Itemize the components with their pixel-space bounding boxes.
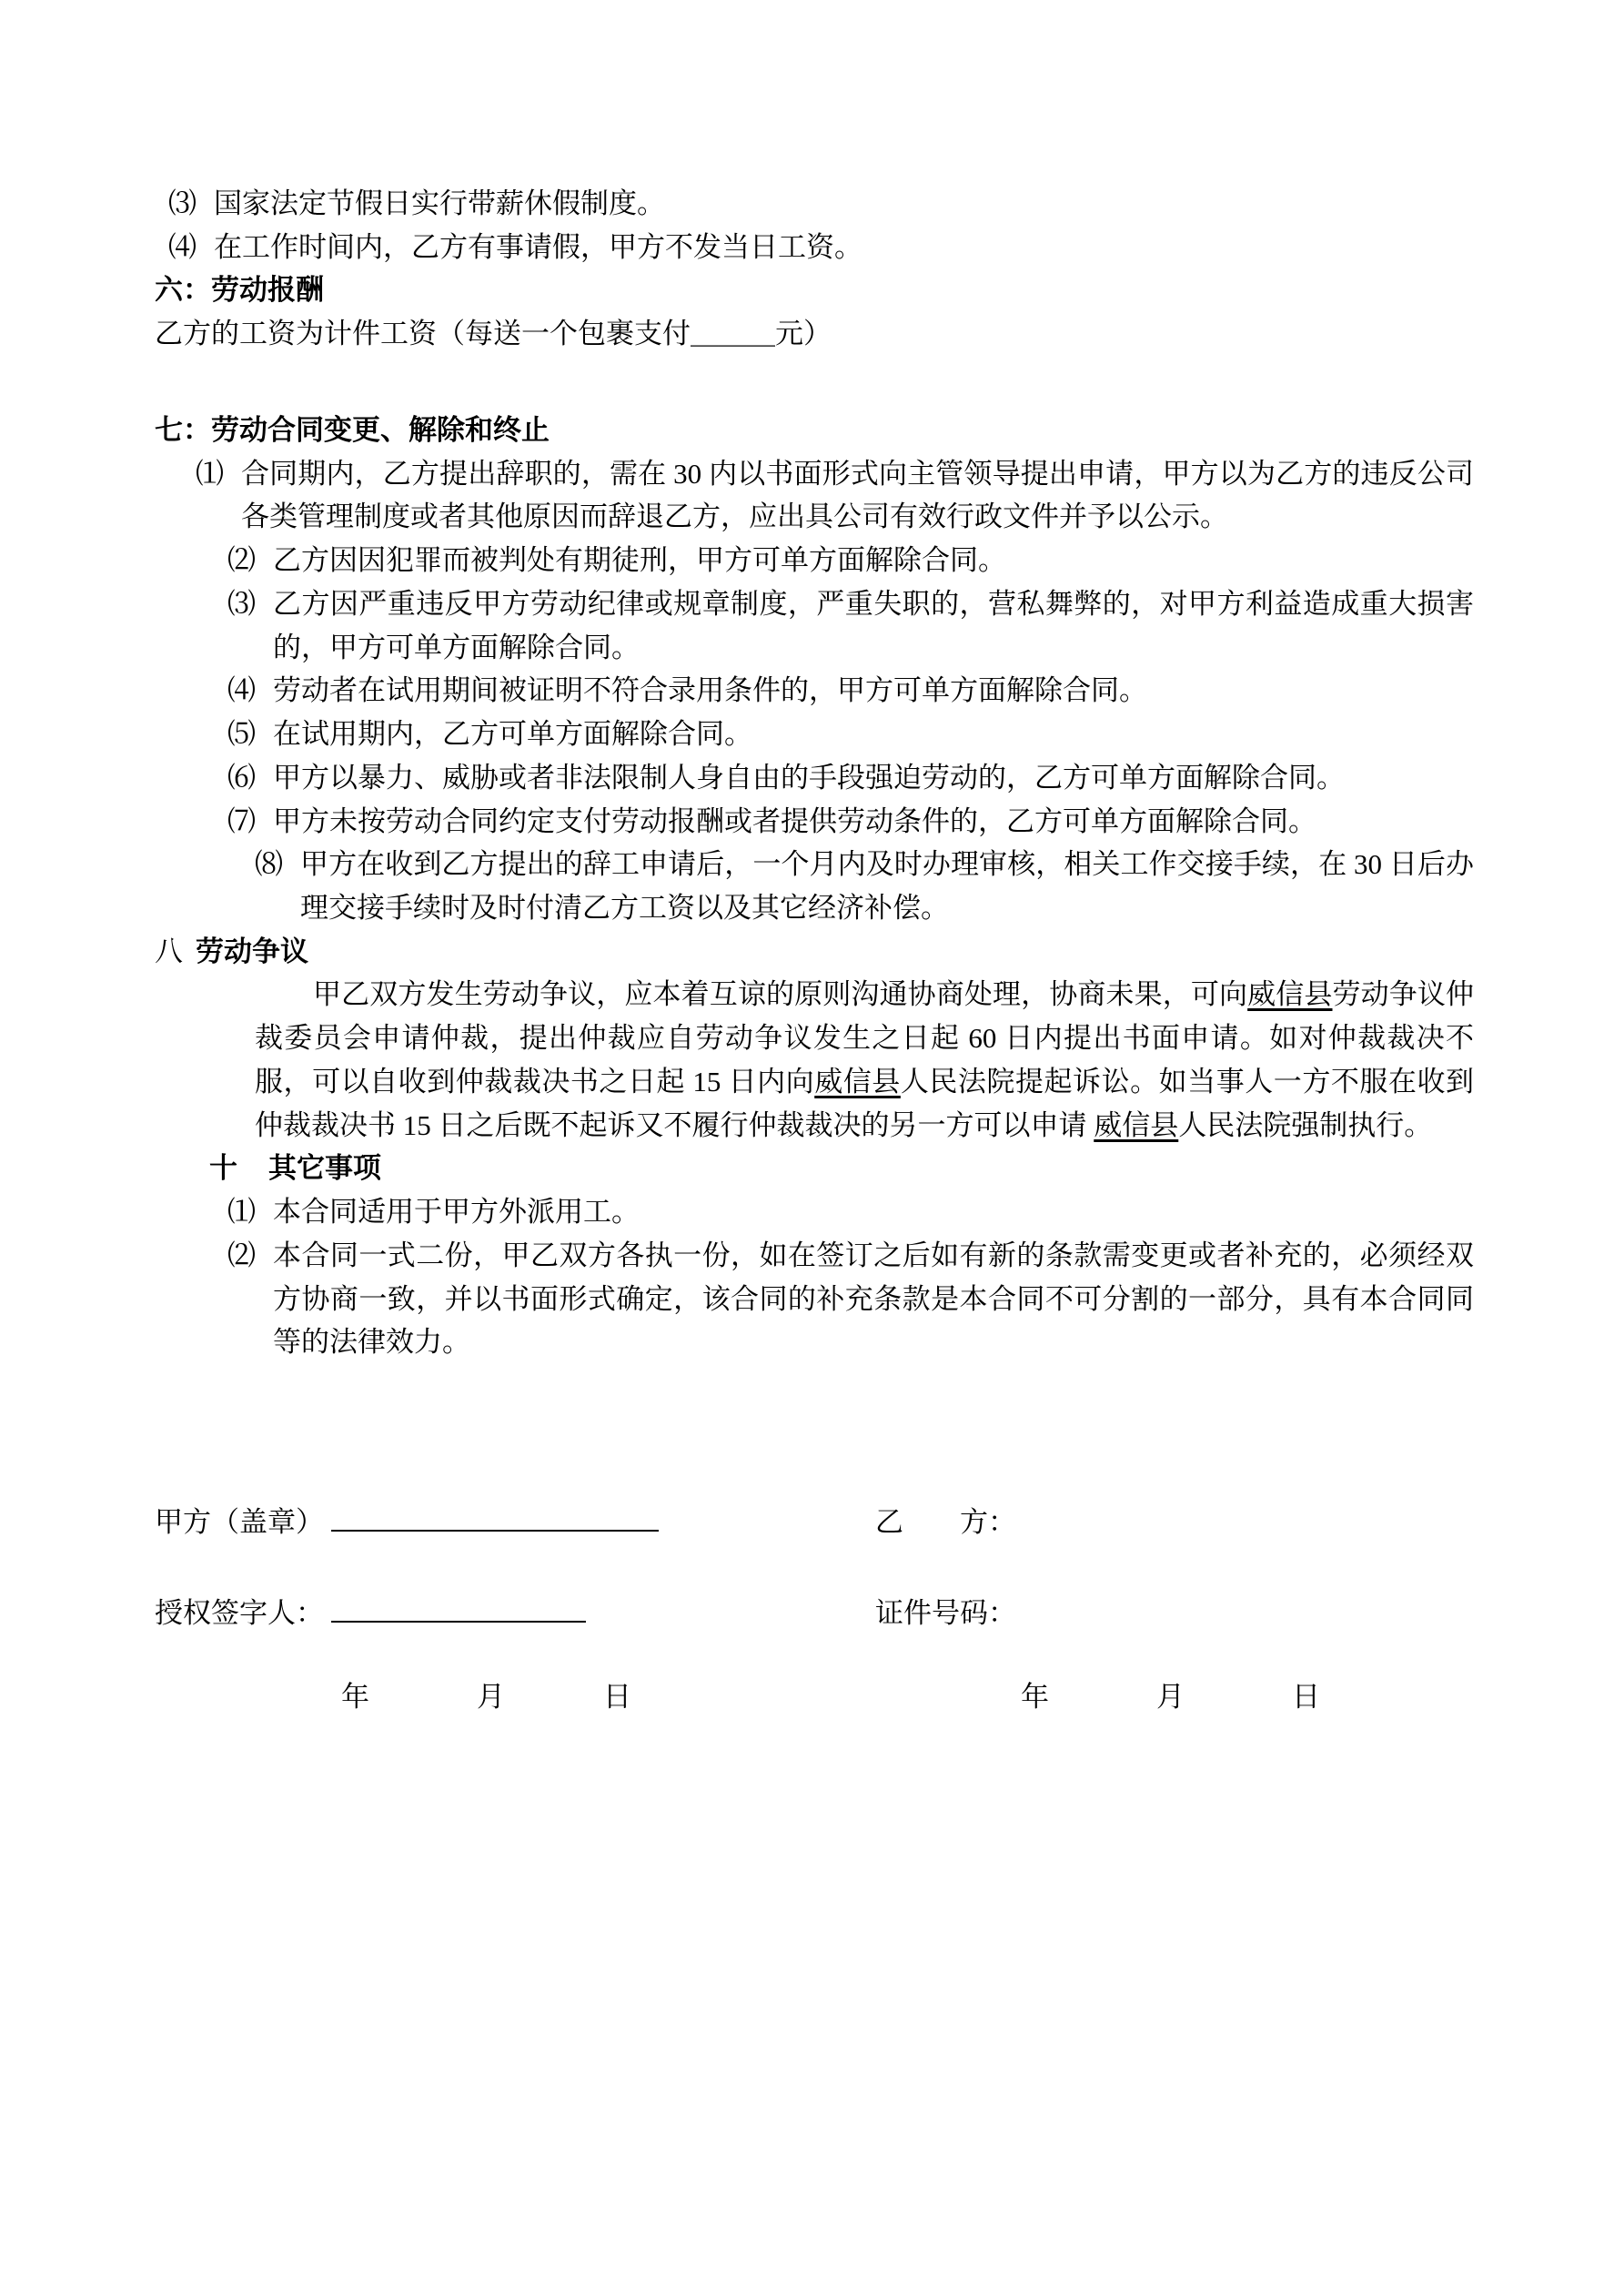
signature-row-signer [155,1592,1474,1635]
section10-title: 其它事项 [268,1152,381,1185]
date-year-left: 年 [341,1680,369,1713]
list-item [227,713,1474,756]
list-item [227,1234,1474,1364]
item-marker: ⑷ [227,674,256,707]
date-day-right: 日 [1292,1680,1320,1713]
section7-heading: 七：劳动合同变更、解除和终止 [155,413,550,446]
party-a-signature-line [331,1502,659,1532]
paragraph-segment: 人民法院提起诉讼。如当事人一方不服在收到仲裁裁决书 15 日之后既不起诉又不履行仲裁裁决的另一方可以申请 [255,1065,1475,1141]
item-marker: ⑶ [227,587,256,620]
item-marker: ⑴ [227,1196,256,1229]
item-text: 甲方未按劳动合同约定支付劳动报酬或者提供劳动条件的，乙方可单方面解除合同。 [273,804,1316,837]
list-item [196,452,1474,539]
item-marker: ⑻ [255,848,283,881]
authorized-signer-label: 授权签字人： [155,1596,324,1629]
item-marker: ⑺ [227,804,256,837]
item-text: 乙方因严重违反甲方劳动纪律或规章制度，严重失职的，营私舞弊的，对甲方利益造成重大损害的，甲方可单方面解除合同。 [273,587,1474,663]
item-marker: ⑷ [168,230,197,263]
section6-heading: 六：劳动报酬 [155,274,324,307]
list-item [227,669,1474,713]
date-year-right: 年 [1021,1680,1049,1713]
item-text: 本合同适用于甲方外派用工。 [273,1196,640,1229]
date-day-left: 日 [603,1680,631,1713]
item-text: 甲方以暴力、威胁或者非法限制人身自由的手段强迫劳动的，乙方可单方面解除合同。 [273,761,1345,794]
item-marker: ⑶ [168,187,197,219]
item-text: 劳动者在试用期间被证明不符合录用条件的，甲方可单方面解除合同。 [273,674,1147,707]
item-text: 乙方因因犯罪而被判处有期徒刑，甲方可单方面解除合同。 [273,544,1006,577]
item-text: 合同期内，乙方提出辞职的，需在 30 内以书面形式向主管领导提出申请，甲方以为乙方的违反公司各类管理制度或者其他原因而辞退乙方，应出具公司有效行政文件并予以公示。 [241,457,1474,533]
list-item [227,756,1474,800]
item-marker: ⑸ [227,718,256,751]
paragraph-segment-underlined: 威信县 [1247,978,1333,1011]
item-text: 甲方在收到乙方提出的辞工申请后，一个月内及时办理审核，相关工作交接手续，在 30 日后办理交接手续时及时付清乙方工资以及其它经济补偿。 [300,848,1474,925]
party-a-label: 甲方（盖章） [155,1506,324,1539]
list-item [227,800,1474,844]
section10-heading [209,1147,1474,1190]
list-item [168,182,1474,226]
section8-heading [155,930,1474,974]
paragraph-segment: 人民法院强制执行。 [1178,1108,1433,1141]
signature-block [155,1501,1474,1718]
section8-paragraph [255,973,1474,1147]
list-item [168,226,1474,269]
list-item [227,539,1474,582]
authorized-signer-line [331,1593,586,1623]
list-item [255,843,1474,929]
section8-title: 劳动争议 [196,935,308,967]
item-marker: ⑵ [227,544,256,577]
paragraph-segment-underlined: 威信县 [1094,1108,1179,1141]
section10-number: 十 [209,1152,237,1185]
item-marker: ⑴ [196,457,224,490]
item-text: 国家法定节假日实行带薪休假制度。 [214,187,665,219]
id-number-label: 证件号码： [875,1596,1016,1629]
item-marker: ⑹ [227,761,256,794]
section8-number: 八 [155,935,183,967]
item-text: 在试用期内，乙方可单方面解除合同。 [273,718,752,751]
signature-row-party [155,1501,1474,1544]
section6-body: 乙方的工资为计件工资（每送一个包裹支付＿＿＿元） [155,318,832,350]
paragraph-segment-underlined: 威信县 [814,1065,901,1097]
signature-row-dates [155,1675,1474,1719]
item-text: 在工作时间内，乙方有事请假，甲方不发当日工资。 [214,230,862,263]
list-item [227,582,1474,669]
date-month-right: 月 [1156,1680,1185,1713]
paragraph-segment: 甲乙双方发生劳动争议，应本着互谅的原则沟通协商处理，协商未果，可向 [313,978,1248,1011]
paragraph-segment: 劳动争议仲裁委员会申请仲裁，提出仲裁应自劳动争议发生之日起 60 日内提出书面申请。如对仲裁裁决不服，可以自收到仲裁裁决书之日起 15 日内向 [255,978,1474,1097]
item-text: 本合同一式二份，甲乙双方各执一份，如在签订之后如有新的条款需变更或者补充的，必须经双方协商一致，并以书面形式确定，该合同的补充条款是本合同不可分割的一部分，具有本合同同等的法律效力。 [273,1239,1474,1359]
party-b-label: 乙 方： [875,1506,1016,1539]
list-item [227,1190,1474,1234]
item-marker: ⑵ [227,1239,256,1271]
date-month-left: 月 [477,1680,505,1713]
